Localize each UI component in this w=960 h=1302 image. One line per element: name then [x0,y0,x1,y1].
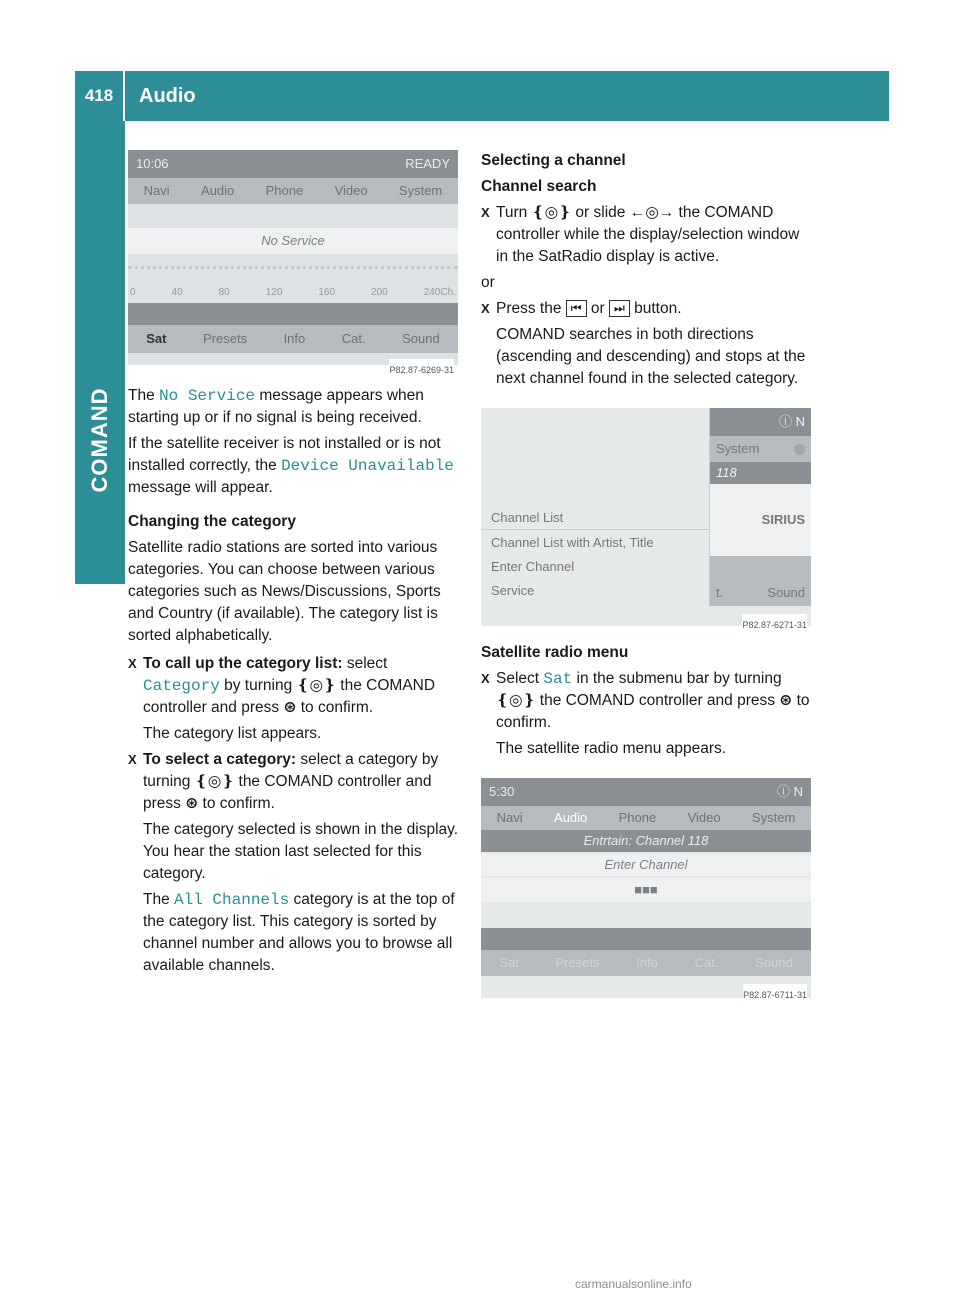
step-result: The category list appears. [143,725,322,742]
menu-cat: Cat. [341,331,366,346]
heading-selecting-channel: Selecting a channel [481,152,626,169]
footer-watermark: carmanualsonline.info [575,1277,692,1291]
menu-info: Info [283,331,306,346]
paragraph: Satellite radio stations are sorted into various categories. You can choose between various categories such as News/Discussions, Sports and Country (if available). The category list is sorted alphabetically. [128,539,441,644]
step-select-category: X To select a category: select a category by turning ❴◎❵ the COMAND controller and press ⊛ to confirm. [128,749,460,815]
menu-sat: Sat [499,955,519,970]
section-title: Audio [139,85,196,107]
step-press-button: X Press the ⏮ or ⏭ button. [481,298,813,320]
spacer-bar [128,303,458,325]
system-icon [794,444,805,455]
figure2-empty-row [710,556,811,580]
figure-sat-menu [481,778,811,998]
step-result: COMAND searches in both directions (ascending and descending) and stops at the next channel found in the selected category. [496,326,806,387]
step-call-up-list: X To call up the category list: select Category by turning ❴◎❵ the COMAND controller and press ⊛ to confirm. [128,653,460,719]
tab-video: Video [687,810,721,825]
skip-forward-icon: ⏭ [609,300,630,317]
tab-phone: Phone [618,810,657,825]
no-service-message: No Service [128,228,458,254]
channel-scale [128,266,458,283]
menu-cat: Cat. [694,955,719,970]
menu-info: Info [636,955,658,970]
menu-presets: Presets [555,955,600,970]
paragraph: If the satellite receiver is not installed or is not installed correctly, the Device Unavailable message will appear. [128,435,454,496]
figure2-channel-number: 118 [710,462,811,484]
tab-system: System [398,183,443,198]
heading-channel-search: Channel search [481,178,597,195]
step-result: The category selected is shown in the display. You hear the station last selected for this category. [143,821,459,882]
step-turn-controller: X Turn ❴◎❵ or slide ←◎→ the COMAND controller while the display/selection window in the SatRadio display is active. [481,202,813,268]
side-tab [75,121,125,584]
status-icons: ⓘ N [776,784,803,799]
enter-channel-row: Enter Channel [481,854,811,876]
left-column [128,150,460,981]
tab-phone: Phone [265,183,304,198]
step-result: The satellite radio menu appears. [496,740,727,757]
spacer-bar [481,928,811,950]
sirius-logo: SIRIUS [710,508,811,532]
main-menu-bar [128,178,458,204]
figure-caption: P82.87-6271-31 [742,614,807,636]
paragraph-all-channels: The All Channels category is at the top of the category list. This category is sorted by channel number and allows you to browse all available channels. [143,891,455,974]
figure2-sound-item: t. Sound [710,580,811,606]
channel-digits: ■■■ [481,878,811,902]
tab-audio: Audio [201,183,235,198]
status-text: READY [405,156,450,171]
scale-ticks: 0 40 80 120 160 200 240Ch. [130,287,456,298]
tab-navi: Navi [496,810,523,825]
right-column [481,150,813,998]
or-text: or [481,274,495,291]
list-item-channel-list-artist: Channel List with Artist, Title [491,535,654,550]
page-header [75,71,889,121]
list-item-service: Service [491,583,535,598]
page-number: 418 [75,71,125,121]
menu-presets: Presets [202,331,248,346]
figure-no-service [128,150,458,375]
menu-sat: Sat [146,331,167,346]
side-tab-label: COMAND [87,387,112,493]
heading-satellite-menu: Satellite radio menu [481,644,629,661]
step-select-sat: X Select Sat in the submenu bar by turning ❴◎❵ the COMAND controller and press ⊛ to confirm. [481,668,813,734]
main-menu-bar [481,806,811,830]
submenu-bar [481,950,811,976]
status-bar [481,778,811,806]
figure-caption: P82.87-6269-31 [389,359,454,381]
tab-navi: Navi [143,183,170,198]
figure2-system-item: System [710,436,811,462]
heading-changing-category: Changing the category [128,513,296,530]
menu-sound: Sound [402,331,440,346]
tab-system: System [751,810,796,825]
skip-back-icon: ⏮ [566,300,587,317]
tab-audio: Audio [554,810,588,825]
tab-video: Video [334,183,368,198]
clock: 10:06 [136,156,169,171]
figure2-status-icons: ⓘ N [710,408,811,436]
submenu-bar [128,325,458,353]
figure-caption: P82.87-6711-31 [743,984,807,1006]
figure2-empty-row [710,484,811,508]
clock: 5:30 [489,784,515,799]
figure-channel-list [481,408,811,630]
list-item-channel-list: Channel List [481,506,709,530]
figure2-empty-row [710,532,811,556]
status-bar [128,150,458,178]
menu-sound: Sound [755,955,793,970]
channel-title-bar: Entrtain: Channel 118 [481,830,811,852]
list-item-enter-channel: Enter Channel [491,559,575,574]
paragraph: The No Service message appears when starting up or if no signal is being received. [128,387,424,426]
